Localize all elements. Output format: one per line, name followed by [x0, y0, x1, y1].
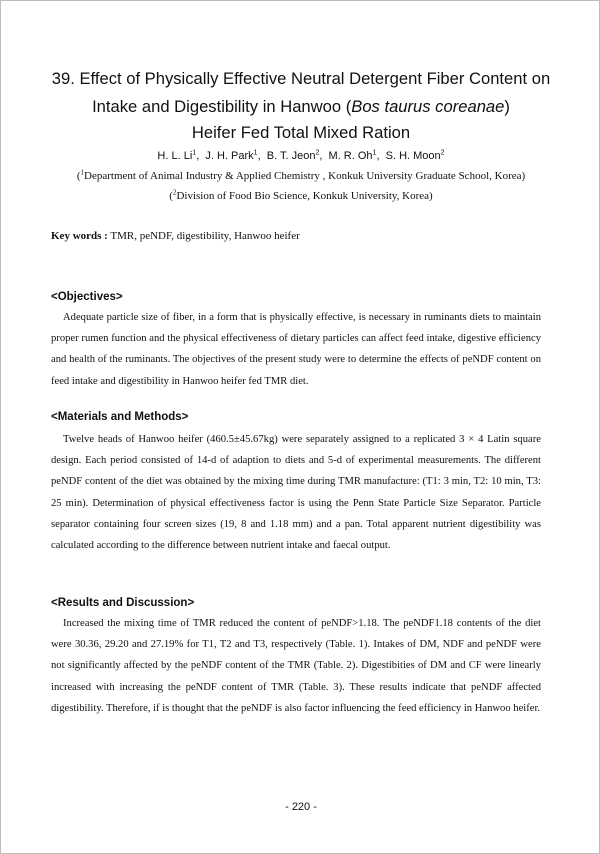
section-body-methods: Twelve heads of Hanwoo heifer (460.5±45.67kg) were separately assigned to a replicated 3 × 4 Latin square design. Each period consisted of 14-d of adaption to diets and 5-d of experimental measurements. The different peNDF content of the diet was obtained by the mixing time during TMR manufacture: (T1: 3 min, T2: 10 min, T3: 25 min). Determination of physical effectiveness factor is using the Penn State Particle Size Separator. Particle separator containing four screen sizes (19, 8 and 1.18 mm) and a pan. Total apparent nutrient digestibility was calculated according to the difference between nutrient intake and faecal output. — [51, 434, 541, 552]
section-heading-methods: <Materials and Methods> — [51, 411, 189, 423]
author: J. H. Park — [205, 150, 254, 162]
paper-title-line-2 — [31, 97, 571, 117]
paper-title-line-3: Heifer Fed Total Mixed Ration — [191, 123, 411, 142]
paper-title-line-1: 39. Effect of Physically Effective Neutral Detergent Fiber Content on — [51, 69, 551, 88]
keywords — [51, 230, 300, 242]
species-name: Bos taurus coreanae — [351, 97, 505, 116]
author: H. L. Li — [157, 150, 193, 162]
author: M. R. Oh — [328, 150, 373, 162]
affiliation-2: ($^2$Division of Food Bio Science, Konkuk University, Korea) — [169, 188, 433, 202]
affiliation-1: ($^1$Department of Animal Industry & Applied Chemistry , Konkuk University Graduate School, Korea) — [76, 168, 526, 182]
title-line2-post: ) — [504, 97, 510, 116]
author: S. H. Moon — [385, 150, 441, 162]
section-heading-results: <Results and Discussion> — [51, 597, 195, 609]
author: B. T. Jeon — [266, 150, 316, 162]
author-list: H. L. Li$^1$, J. H. Park$^1$, B. T. Jeon$^2$, M. R. Oh$^1$, S. H. Moon$^2$ — [157, 149, 445, 162]
page-number: - 220 - — [285, 801, 317, 813]
keywords-value: TMR, peNDF, digestibility, Hanwoo heifer — [110, 230, 300, 242]
keywords-label: Key words : — [51, 230, 108, 242]
title-line2-pre: Intake and Digestibility in Hanwoo ( — [92, 97, 352, 116]
section-body-objectives: Adequate particle size of fiber, in a form that is physically effective, is necessary in ruminants diets to maintain proper rumen function and the physical effectiveness of dietary particles can affect feed intake, digestive efficiency and health of the ruminants. The objectives of the present study were to determine the effects of peNDF content on feed intake and digestibility in Hanwoo heifer fed TMR diet. — [51, 312, 541, 387]
section-heading-objectives: <Objectives> — [51, 291, 123, 303]
section-body-results: Increased the mixing time of TMR reduced the content of peNDF>1.18. The peNDF1.18 contents of the diet were 30.36, 29.20 and 27.19% for T1, T2 and T3, respectively (Table. 1). Intakes of DM, NDF and peNDF were not significantly affected by the peNDF content of the TMR (Table. 2). Digestibities of DM and CF were linearly increased with increasing the peNDF content of TMR (Table. 3). These results indicate that peNDF affected digestibility. Therefore, if is thought that the peNDF is also factor influencing the feed efficiency in Hanwoo heifer. — [51, 618, 541, 714]
